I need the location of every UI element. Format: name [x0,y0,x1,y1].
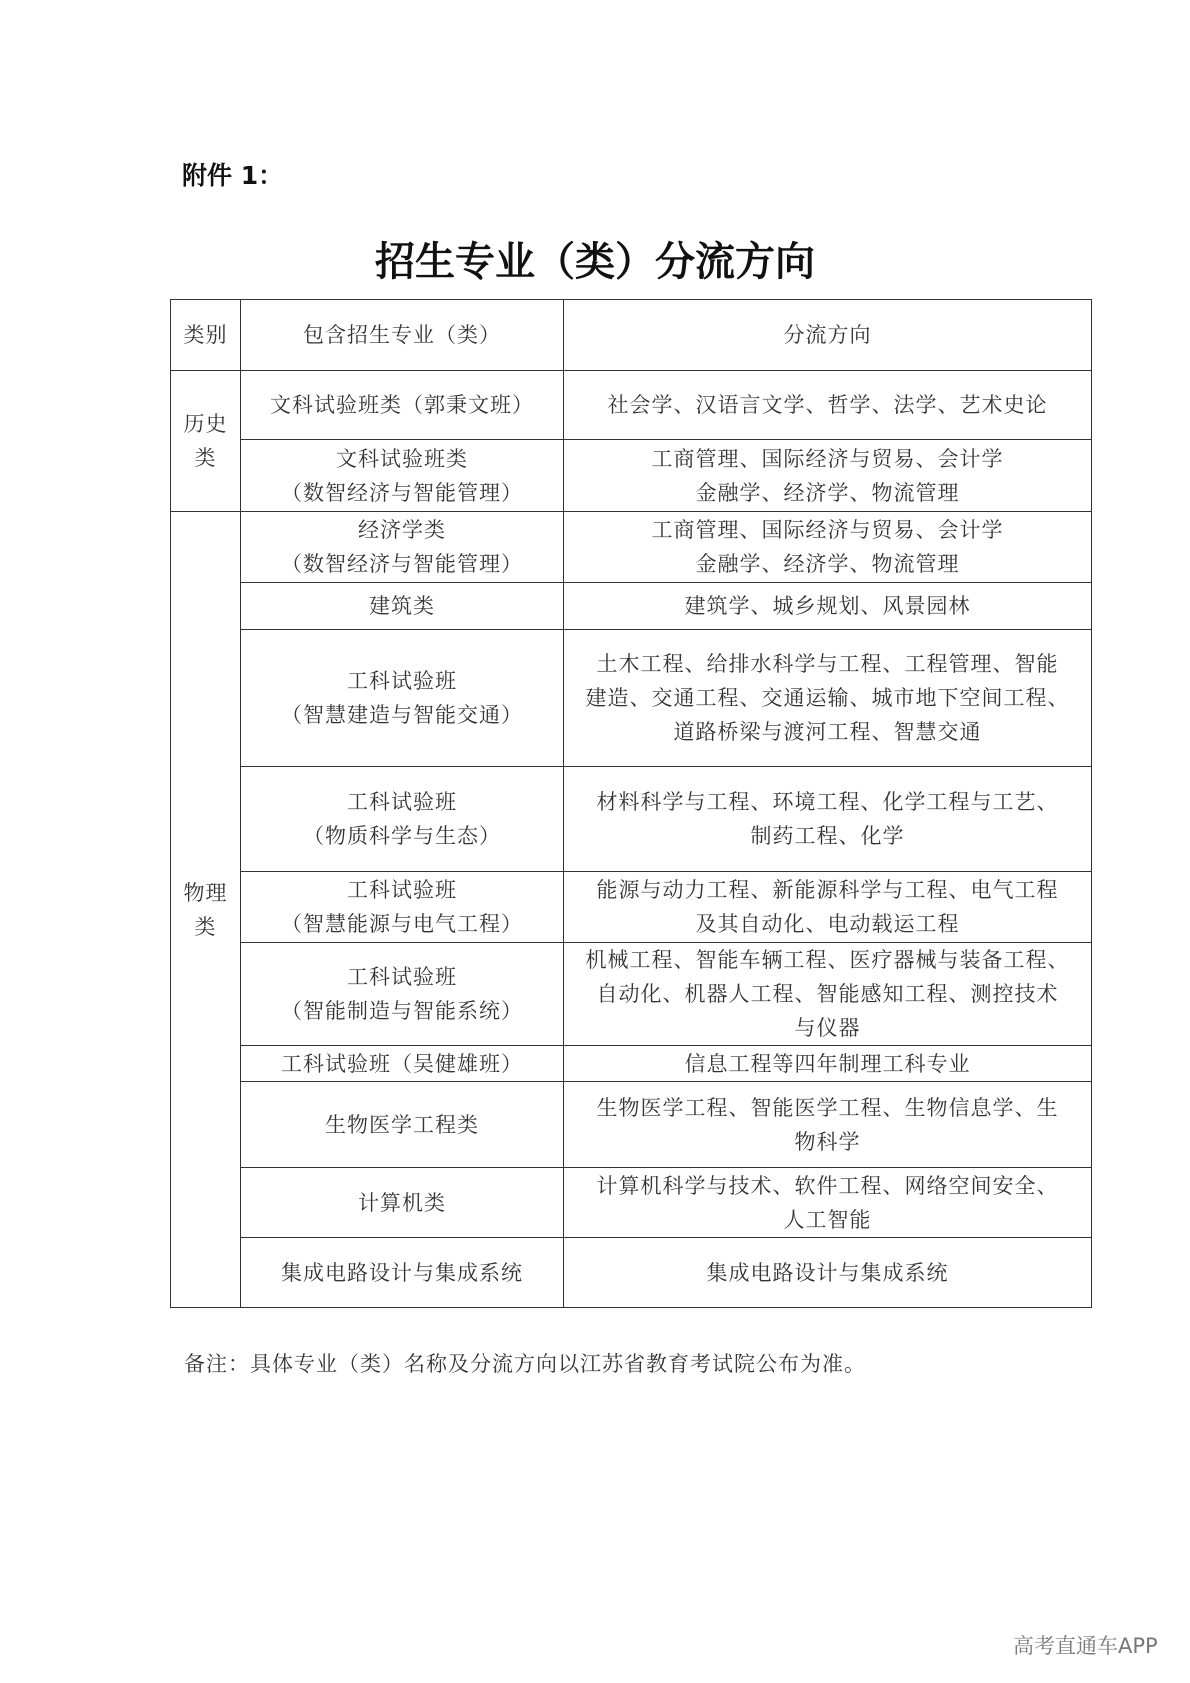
major-cell [241,1046,564,1082]
cell-line: 人工智能 [783,1207,872,1232]
direction-cell [564,1168,1092,1238]
table-row [171,1238,1092,1308]
cell-line: 工科试验班 [347,669,457,693]
cell-line: 信息工程等四年制理工科专业 [684,1051,971,1076]
major-cell [241,440,564,512]
major-cell [241,630,564,767]
cell-line: （智能制造与智能系统） [281,999,523,1023]
majors-table [170,299,1092,1308]
cell-line: （数智经济与智能管理） [281,552,523,576]
cell-line: 生物医学工程类 [325,1112,479,1137]
cell-line: （智慧建造与智能交通） [281,703,523,727]
page-title: 招生专业（类）分流方向 [375,239,815,285]
cell-line: 集成电路设计与集成系统 [281,1260,523,1285]
cell-line: 能源与动力工程、新能源科学与工程、电气工程 [596,878,1059,902]
table-row [171,440,1092,512]
cell-line: （物质科学与生态） [303,824,501,848]
direction-cell [564,943,1092,1046]
direction-cell [564,630,1092,767]
cell-line: 工商管理、国际经济与贸易、会计学 [651,446,1004,471]
cell-line: 社会学、汉语言文学、哲学、法学、艺术史论 [607,393,1048,417]
cell-line: 历史 [183,412,228,436]
watermark: 高考直通车APP [1013,1634,1158,1658]
cell-line: 类 [194,914,217,939]
direction-cell [564,440,1092,512]
table-header-row [171,300,1092,371]
cell-line: 建筑类 [369,594,435,618]
cell-line: （数智经济与智能管理） [281,480,523,505]
cell-line: 工科试验班（吴健雄班） [281,1051,523,1076]
cell-line: 金融学、经济学、物流管理 [695,480,960,505]
cell-line: 建造、交通工程、交通运输、城市地下空间工程、 [585,686,1070,710]
cell-line: 制药工程、化学 [750,824,905,848]
cell-line: 与仪器 [794,1016,861,1040]
major-cell [241,872,564,943]
cell-line: 材料科学与工程、环境工程、化学工程与工艺、 [596,790,1059,814]
cell-line: 计算机科学与技术、软件工程、网络空间安全、 [596,1173,1059,1198]
table-row [171,767,1092,872]
cell-line: 工科试验班 [347,965,457,989]
cell-line: 自动化、机器人工程、智能感知工程、测控技术 [596,982,1059,1006]
direction-cell [564,872,1092,943]
category-cell [171,512,241,1308]
table-row [171,872,1092,943]
cell-line: 文科试验班类 [336,446,468,471]
cell-line: 土木工程、给排水科学与工程、工程管理、智能 [596,652,1059,676]
cell-line: 工商管理、国际经济与贸易、会计学 [651,518,1004,542]
cell-line: 工科试验班 [347,790,457,814]
cell-line: 经济学类 [358,518,446,542]
table-row [171,371,1092,440]
cell-line: 文科试验班类（郭秉文班） [270,393,534,417]
attachment-heading: 附件 1： [182,161,284,190]
major-cell [241,943,564,1046]
major-cell [241,583,564,630]
category-cell [171,371,241,512]
cell-line: 物理 [183,880,228,905]
header-direction: 分流方向 [564,300,1092,371]
direction-cell [564,1082,1092,1168]
major-cell [241,767,564,872]
cell-line: 集成电路设计与集成系统 [706,1260,949,1285]
major-cell [241,1238,564,1308]
direction-cell [564,1238,1092,1308]
cell-line: 道路桥梁与渡河工程、智慧交通 [673,720,982,744]
table-row [171,1082,1092,1168]
major-cell [241,1082,564,1168]
table-row [171,583,1092,630]
major-cell [241,371,564,440]
table-row [171,630,1092,767]
header-category: 类别 [171,300,241,371]
cell-line: 及其自动化、电动载运工程 [695,912,960,936]
cell-line: 物科学 [794,1129,861,1154]
direction-cell [564,583,1092,630]
table-row [171,512,1092,583]
cell-line: 工科试验班 [347,878,457,902]
major-cell [241,1168,564,1238]
cell-line: 生物医学工程、智能医学工程、生物信息学、生 [596,1095,1059,1120]
table-row [171,943,1092,1046]
header-major: 包含招生专业（类） [241,300,564,371]
direction-cell [564,1046,1092,1082]
table-row [171,1046,1092,1082]
cell-line: 类 [194,446,217,470]
major-cell [241,512,564,583]
cell-line: （智慧能源与电气工程） [281,912,523,936]
cell-line: 计算机类 [358,1190,446,1215]
direction-cell [564,512,1092,583]
cell-line: 建筑学、城乡规划、风景园林 [684,594,971,618]
direction-cell [564,767,1092,872]
table-row [171,1168,1092,1238]
cell-line: 金融学、经济学、物流管理 [695,552,960,576]
cell-line: 机械工程、智能车辆工程、医疗器械与装备工程、 [585,948,1070,972]
footnote: 备注：具体专业（类）名称及分流方向以江苏省教育考试院公布为准。 [184,1352,866,1376]
direction-cell [564,371,1092,440]
